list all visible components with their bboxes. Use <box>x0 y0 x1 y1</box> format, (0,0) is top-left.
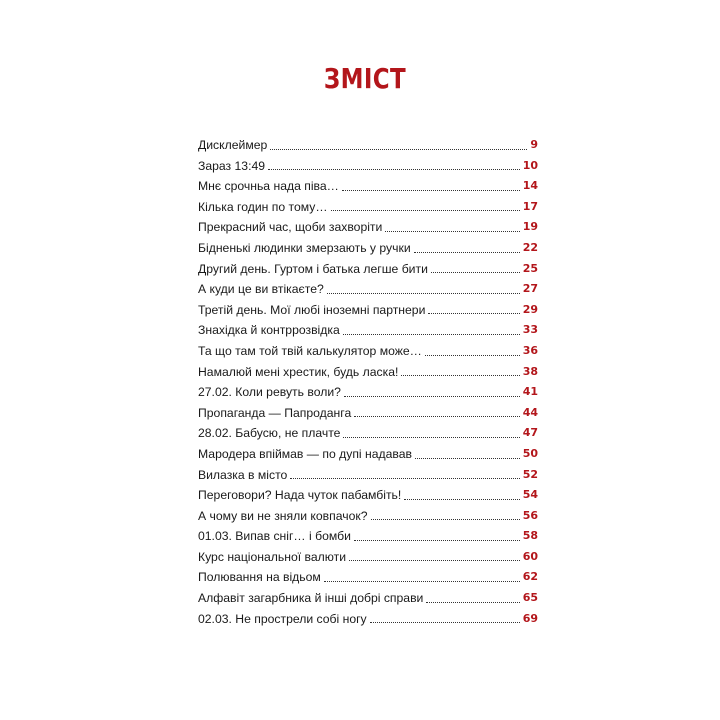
toc-dot-leader <box>343 436 519 438</box>
toc-page-number: 41 <box>522 385 538 399</box>
toc-entry[interactable] <box>198 526 538 547</box>
page-title: ЗМІСТ <box>323 62 407 95</box>
toc-entry[interactable] <box>198 197 538 218</box>
toc-dot-leader <box>428 312 519 314</box>
toc-dot-leader <box>290 477 519 479</box>
toc-page-number: 65 <box>522 591 538 605</box>
toc-page-number: 62 <box>522 570 538 584</box>
toc-entry[interactable] <box>198 423 538 444</box>
toc-entry-title: Пропаганда — Папроданга <box>198 405 352 420</box>
toc-entry[interactable] <box>198 588 538 609</box>
toc-entry-title: Бідненькі людинки змерзають у ручки <box>198 240 411 255</box>
toc-dot-leader <box>349 559 520 561</box>
toc-entry-title: 28.02. Бабусю, не плачте <box>198 426 341 441</box>
table-of-contents <box>198 135 538 629</box>
toc-dot-leader <box>344 395 520 397</box>
toc-dot-leader <box>331 209 520 211</box>
toc-entry[interactable] <box>198 362 538 383</box>
toc-entry-title: 27.02. Коли ревуть воли? <box>198 385 341 400</box>
toc-dot-leader <box>270 148 527 150</box>
toc-entry-title: А куди це ви втікаєте? <box>198 282 324 297</box>
toc-page-number: 44 <box>522 405 538 419</box>
toc-page-number: 27 <box>522 282 538 296</box>
toc-page-number: 60 <box>522 549 538 563</box>
toc-dot-leader <box>327 292 520 294</box>
toc-dot-leader <box>415 457 520 459</box>
toc-dot-leader <box>414 251 520 253</box>
toc-entry-title: Знахідка й контррозвідка <box>198 323 340 338</box>
toc-entry-title: Алфавіт загарбника й інші добрі справи <box>198 591 424 606</box>
toc-dot-leader <box>268 168 520 170</box>
toc-page-number: 54 <box>522 488 538 502</box>
toc-dot-leader <box>385 230 519 232</box>
toc-page-number: 29 <box>522 302 538 316</box>
toc-entry-title: Другий день. Гуртом і батька легше бити <box>198 261 428 276</box>
toc-page-number: 25 <box>522 261 538 275</box>
toc-entry[interactable] <box>198 217 538 238</box>
toc-page-number: 9 <box>530 138 538 151</box>
toc-page-number: 56 <box>522 508 538 522</box>
toc-dot-leader <box>370 621 520 623</box>
toc-entry-title: А чому ви не зняли ковпачок? <box>198 508 368 523</box>
toc-dot-leader <box>354 539 520 541</box>
toc-entry[interactable] <box>198 485 538 506</box>
toc-entry[interactable] <box>198 135 538 156</box>
toc-entry-title: Третій день. Мої любі іноземні партнери <box>198 302 426 317</box>
toc-entry[interactable] <box>198 341 538 362</box>
toc-page-number: 36 <box>522 343 538 357</box>
toc-entry[interactable] <box>198 300 538 321</box>
toc-dot-leader <box>426 601 519 603</box>
toc-entry[interactable] <box>198 403 538 424</box>
toc-entry[interactable] <box>198 444 538 465</box>
toc-dot-leader <box>354 415 519 417</box>
toc-entry[interactable] <box>198 567 538 588</box>
toc-page-number: 33 <box>522 323 538 337</box>
toc-page-number: 50 <box>522 446 538 460</box>
toc-page-number: 52 <box>522 467 538 481</box>
toc-dot-leader <box>431 271 520 273</box>
toc-entry-title: Переговори? Нада чуток пабамбіть! <box>198 488 402 503</box>
toc-entry[interactable] <box>198 176 538 197</box>
toc-entry[interactable] <box>198 279 538 300</box>
toc-entry[interactable] <box>198 547 538 568</box>
toc-entry[interactable] <box>198 506 538 527</box>
toc-entry[interactable] <box>198 238 538 259</box>
toc-dot-leader <box>401 374 519 376</box>
toc-entry[interactable] <box>198 382 538 403</box>
toc-entry-title: Вилазка в місто <box>198 467 288 482</box>
toc-dot-leader <box>371 518 520 520</box>
toc-entry[interactable] <box>198 320 538 341</box>
toc-page-number: 38 <box>522 364 538 378</box>
toc-dot-leader <box>343 333 520 335</box>
toc-entry-title: Дисклеймер <box>198 138 268 152</box>
toc-entry-title: 01.03. Випав сніг… і бомби <box>198 529 351 544</box>
toc-page-number: 22 <box>522 240 538 254</box>
toc-entry-title: Курс національної валюти <box>198 549 347 564</box>
toc-entry-title: Полювання на відьом <box>198 570 321 585</box>
toc-entry-title: Мародера впіймав — по дупі надавав <box>198 446 413 461</box>
toc-dot-leader <box>404 498 519 500</box>
toc-entry-title: Зараз 13:49 <box>198 158 266 173</box>
toc-entry-title: 02.03. Не прострели собі ногу <box>198 611 367 626</box>
toc-entry-title: Намалюй мені хрестик, будь ласка! <box>198 364 399 379</box>
toc-entry-title: Кілька годин по тому… <box>198 199 328 214</box>
toc-page-number: 58 <box>522 529 538 543</box>
toc-page-number: 69 <box>522 611 538 625</box>
toc-page-number: 10 <box>522 158 538 172</box>
toc-page-number: 19 <box>522 220 538 234</box>
toc-page-number: 14 <box>522 179 538 193</box>
toc-page-number: 17 <box>522 199 538 213</box>
toc-entry-title: Та що там той твій калькулятор може… <box>198 343 422 358</box>
toc-entry[interactable] <box>198 156 538 177</box>
toc-dot-leader <box>425 354 520 356</box>
toc-entry-title: Мнє срочньа нада піва… <box>198 179 339 194</box>
toc-entry[interactable] <box>198 609 538 630</box>
toc-entry[interactable] <box>198 465 538 486</box>
toc-dot-leader <box>324 580 520 582</box>
toc-page-number: 47 <box>522 426 538 440</box>
toc-entry-title: Прекрасний час, щоби захворіти <box>198 220 383 235</box>
toc-entry[interactable] <box>198 259 538 280</box>
toc-dot-leader <box>342 189 520 191</box>
